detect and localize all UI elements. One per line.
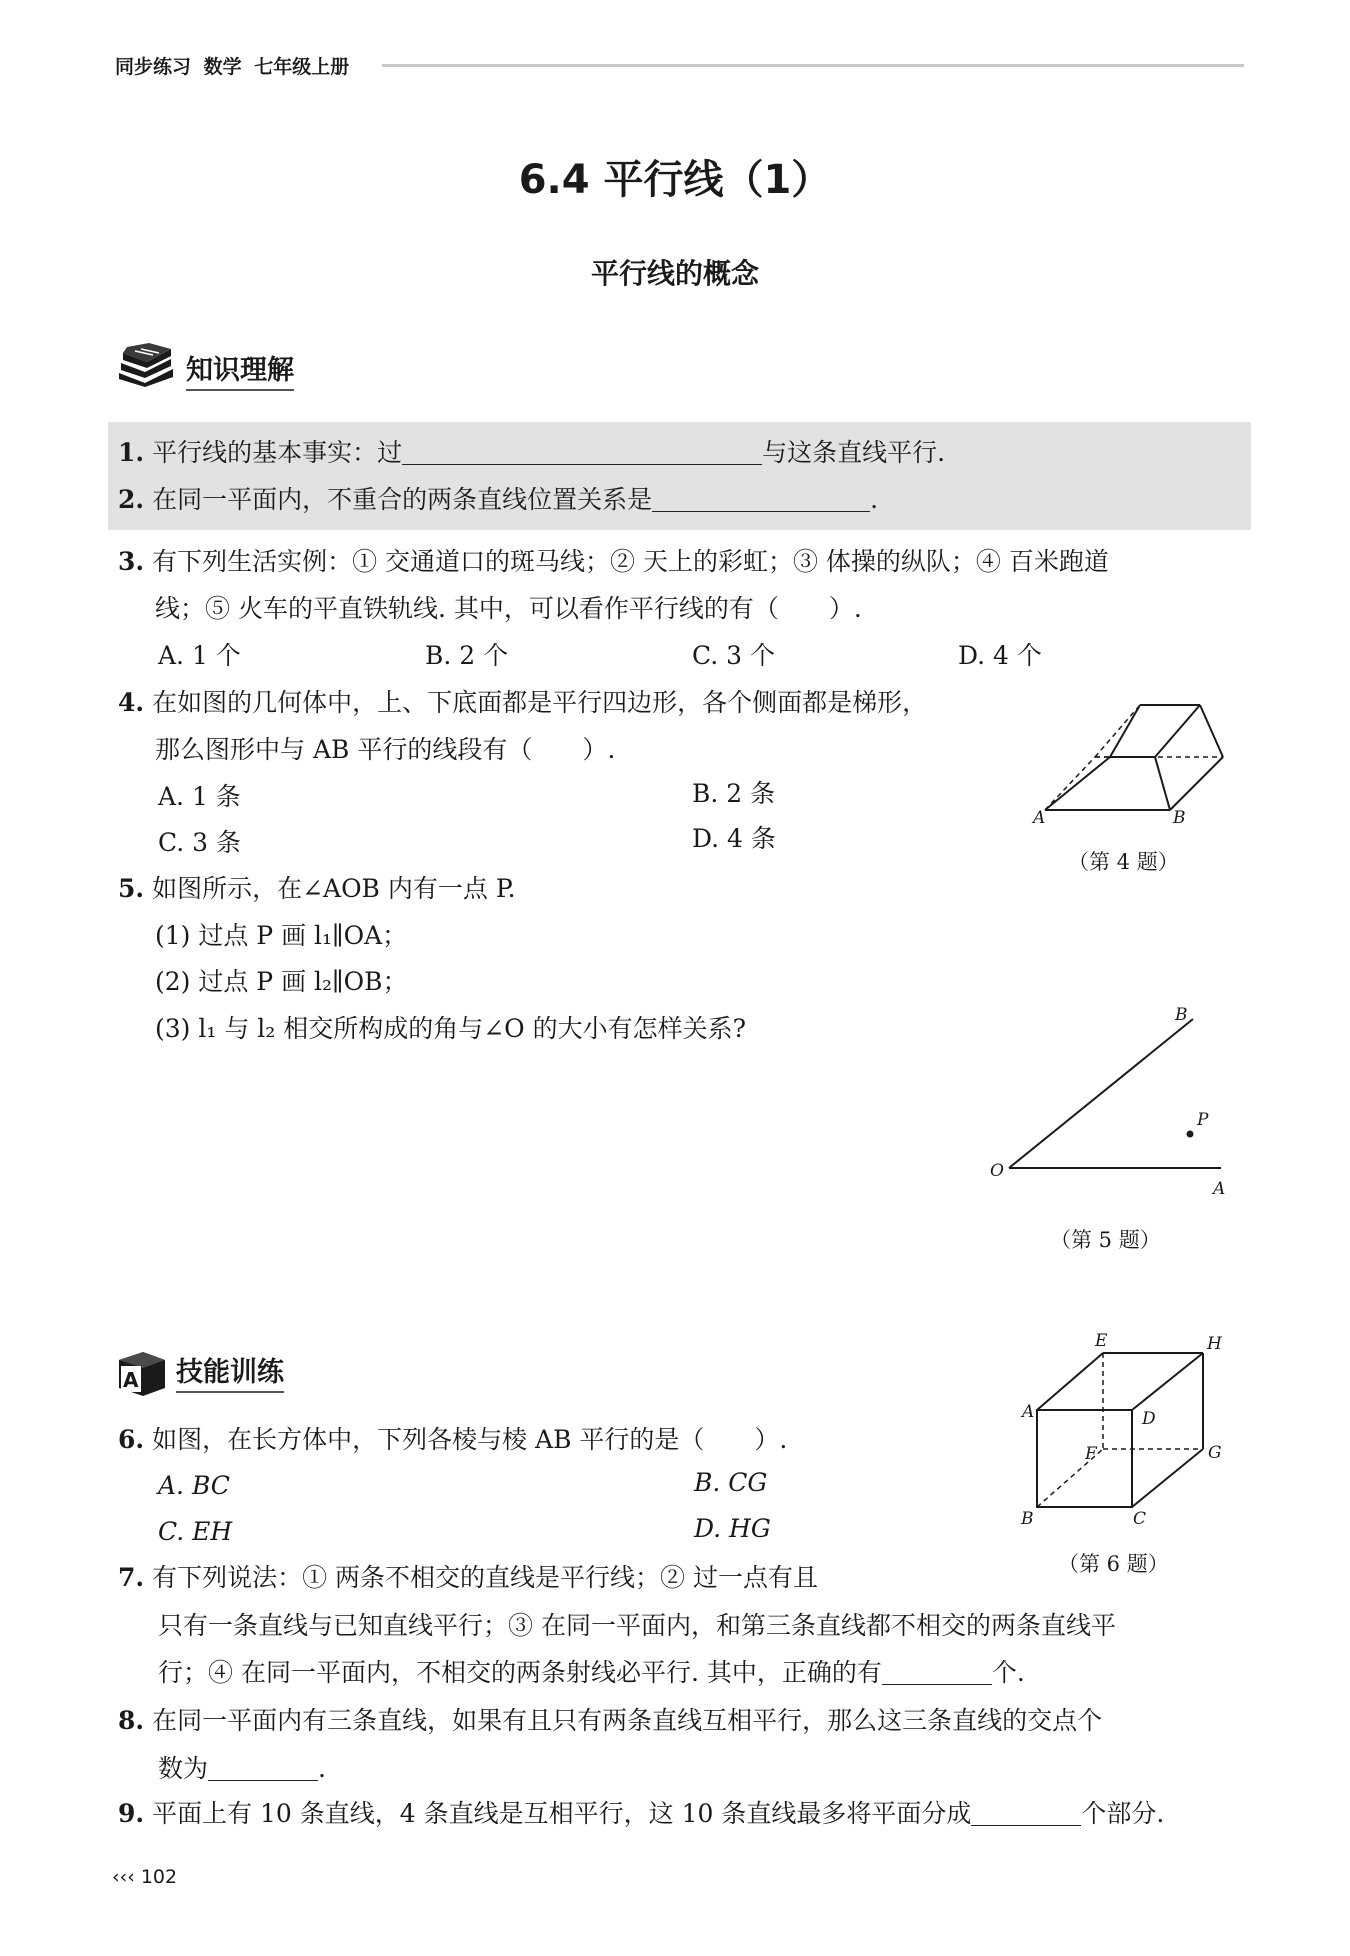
option: D. 4 条 — [692, 824, 776, 853]
answer-blank[interactable] — [882, 1660, 992, 1685]
page-footer — [112, 1866, 177, 1888]
page-number: 102 — [140, 1866, 178, 1888]
label-b: B — [1021, 1509, 1034, 1529]
option: A. 1 条 — [158, 782, 241, 811]
arrows-icon: ‹‹‹ — [112, 1866, 135, 1888]
question-7: 7. 有下列说法：① 两条不相交的直线是平行线；② 过一点有且 — [118, 1563, 818, 1592]
label-e: E — [1095, 1331, 1108, 1351]
option: D. 4 个 — [958, 641, 1042, 670]
books-icon — [115, 343, 177, 387]
option: B. 2 个 — [425, 641, 509, 670]
question-5-sub1: (1) 过点 P 画 l₁∥OA； — [155, 921, 408, 950]
option: A. 1 个 — [158, 641, 241, 670]
answer-blank[interactable] — [402, 440, 762, 465]
label-f: F — [1085, 1444, 1097, 1464]
label-p: P — [1197, 1110, 1209, 1130]
option: D. HG — [694, 1514, 771, 1543]
page-subtitle: 平行线的概念 — [590, 257, 759, 290]
answer-blank[interactable] — [208, 1756, 318, 1781]
option: C. 3 条 — [158, 828, 241, 857]
label-a: A — [1022, 1402, 1035, 1422]
question-5-sub2: (2) 过点 P 画 l₂∥OB； — [155, 967, 408, 996]
figure-4-caption: （第 4 题） — [1068, 850, 1179, 874]
label-a: A — [1213, 1179, 1226, 1199]
page-title: 6.4 平行线（1） — [518, 157, 832, 203]
question-4: 4. 在如图的几何体中，上、下底面都是平行四边形，各个侧面都是梯形， — [118, 688, 928, 717]
figure-6-caption: （第 6 题） — [1058, 1552, 1169, 1576]
label-a: A — [1033, 808, 1046, 828]
label-g: G — [1208, 1443, 1222, 1463]
option: B. 2 条 — [692, 779, 776, 808]
cube-a-icon — [117, 1348, 167, 1396]
section-knowledge: 知识理解 — [186, 348, 294, 391]
label-d: D — [1142, 1409, 1156, 1429]
svg-text:A: A — [123, 1368, 139, 1392]
answer-blank[interactable] — [652, 487, 870, 512]
option: A. BC — [158, 1471, 230, 1500]
label-b: B — [1175, 1005, 1188, 1025]
label-c: C — [1133, 1509, 1147, 1529]
answer-blank[interactable] — [971, 1801, 1081, 1826]
question-8: 8. 在同一平面内有三条直线，如果有且只有两条直线互相平行，那么这三条直线的交点个 — [118, 1706, 1103, 1735]
question-5: 5. 如图所示，在∠AOB 内有一点 P. — [118, 874, 516, 903]
figure-5-caption: （第 5 题） — [1050, 1228, 1161, 1252]
figure-6-cuboid — [1015, 1325, 1245, 1535]
label-b: B — [1173, 808, 1186, 828]
running-header: 同步练习 数学 七年级上册 — [115, 56, 350, 78]
option: C. EH — [158, 1517, 233, 1546]
question-8-line2: 数为 . — [158, 1754, 326, 1783]
question-4-line2: 那么图形中与 AB 平行的线段有（ ）. — [155, 735, 616, 764]
question-9: 9. 平面上有 10 条直线，4 条直线是互相平行，这 10 条直线最多将平面分成 个部分. — [118, 1799, 1165, 1828]
figure-5-angle — [985, 1000, 1235, 1205]
question-2: 2. 在同一平面内，不重合的两条直线位置关系是 . — [118, 485, 879, 514]
header-rule — [382, 64, 1244, 67]
question-3-line2: 线；⑤ 火车的平直铁轨线. 其中，可以看作平行线的有（ ）. — [155, 594, 862, 623]
figure-4-frustum — [1025, 695, 1245, 835]
question-5-sub3: (3) l₁ 与 l₂ 相交所构成的角与∠O 的大小有怎样关系? — [155, 1014, 747, 1043]
question-3: 3. 有下列生活实例：① 交通道口的斑马线；② 天上的彩虹；③ 体操的纵队；④ 百米跑道 — [118, 547, 1109, 576]
section-skills: 技能训练 — [176, 1350, 284, 1393]
question-7-line2: 只有一条直线与已知直线平行；③ 在同一平面内，和第三条直线都不相交的两条直线平 — [158, 1611, 1116, 1640]
question-6: 6. 如图，在长方体中，下列各棱与棱 AB 平行的是（ ）. — [118, 1425, 788, 1454]
question-1: 1. 平行线的基本事实：过 与这条直线平行. — [118, 438, 946, 467]
option: C. 3 个 — [692, 641, 775, 670]
question-7-line3: 行；④ 在同一平面内，不相交的两条射线必平行. 其中，正确的有 个. — [158, 1658, 1025, 1687]
label-o: O — [990, 1161, 1004, 1181]
label-h: H — [1207, 1334, 1222, 1354]
option: B. CG — [694, 1468, 768, 1497]
